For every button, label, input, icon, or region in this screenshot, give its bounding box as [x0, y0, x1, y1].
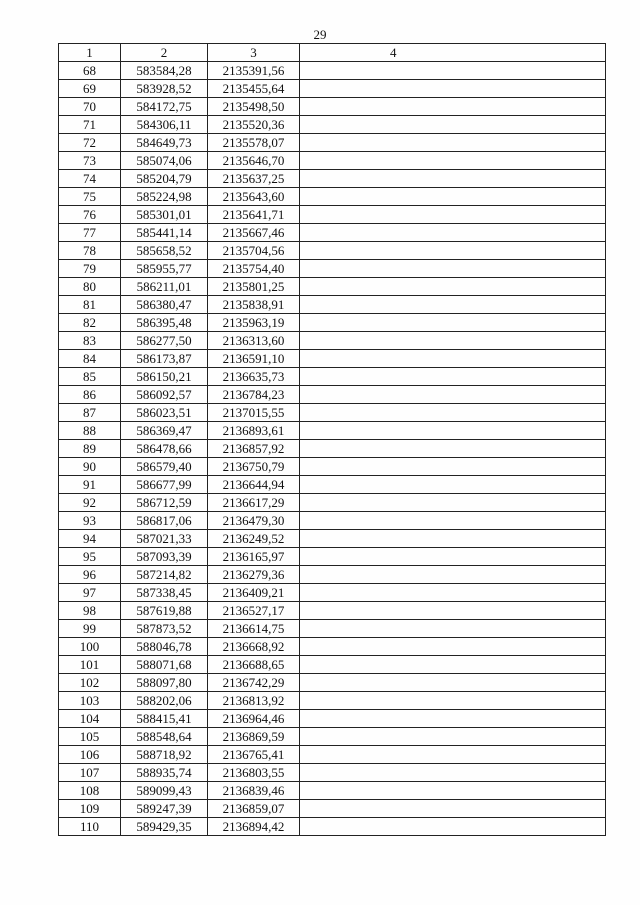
x-coordinate-cell: 585301,01 [121, 206, 208, 224]
y-coordinate-cell: 2136313,60 [208, 332, 300, 350]
point-number-cell: 72 [59, 134, 121, 152]
y-coordinate-cell: 2136688,65 [208, 656, 300, 674]
description-cell [300, 818, 606, 836]
point-number-cell: 91 [59, 476, 121, 494]
x-coordinate-cell: 586579,40 [121, 458, 208, 476]
x-coordinate-cell: 586211,01 [121, 278, 208, 296]
table-row [59, 566, 606, 584]
y-coordinate-cell: 2135838,91 [208, 296, 300, 314]
table-header [59, 44, 606, 62]
table-row [59, 314, 606, 332]
point-number-cell: 80 [59, 278, 121, 296]
description-cell [300, 314, 606, 332]
y-coordinate-cell: 2136765,41 [208, 746, 300, 764]
page-number: 29 [313, 27, 327, 42]
table-row [59, 512, 606, 530]
y-coordinate-cell: 2136859,07 [208, 800, 300, 818]
y-coordinate-cell: 2135520,36 [208, 116, 300, 134]
x-coordinate-cell: 585955,77 [121, 260, 208, 278]
point-number-cell: 84 [59, 350, 121, 368]
table-row [59, 818, 606, 836]
point-number-cell: 74 [59, 170, 121, 188]
point-number-cell: 82 [59, 314, 121, 332]
description-cell [300, 98, 606, 116]
description-cell [300, 134, 606, 152]
x-coordinate-cell: 589099,43 [121, 782, 208, 800]
description-cell [300, 422, 606, 440]
table-row [59, 530, 606, 548]
table-row [59, 656, 606, 674]
x-coordinate-cell: 586677,99 [121, 476, 208, 494]
table-row [59, 206, 606, 224]
table-row [59, 584, 606, 602]
x-coordinate-cell: 588202,06 [121, 692, 208, 710]
description-cell [300, 728, 606, 746]
x-coordinate-cell: 588935,74 [121, 764, 208, 782]
table-row [59, 170, 606, 188]
table-row [59, 746, 606, 764]
x-coordinate-cell: 583928,52 [121, 80, 208, 98]
point-number-cell: 94 [59, 530, 121, 548]
point-number-cell: 101 [59, 656, 121, 674]
table-row [59, 242, 606, 260]
x-coordinate-cell: 587021,33 [121, 530, 208, 548]
description-cell [300, 566, 606, 584]
y-coordinate-cell: 2136249,52 [208, 530, 300, 548]
description-cell [300, 602, 606, 620]
x-coordinate-cell: 586369,47 [121, 422, 208, 440]
point-number-cell: 110 [59, 818, 121, 836]
y-coordinate-cell: 2136527,17 [208, 602, 300, 620]
y-coordinate-cell: 2136165,97 [208, 548, 300, 566]
table-row [59, 620, 606, 638]
x-coordinate-cell: 588548,64 [121, 728, 208, 746]
y-coordinate-cell: 2135578,07 [208, 134, 300, 152]
table-row [59, 224, 606, 242]
y-coordinate-cell: 2136614,75 [208, 620, 300, 638]
table-row [59, 188, 606, 206]
table-row [59, 674, 606, 692]
y-coordinate-cell: 2136839,46 [208, 782, 300, 800]
table-row [59, 404, 606, 422]
description-cell [300, 548, 606, 566]
y-coordinate-cell: 2136635,73 [208, 368, 300, 386]
y-coordinate-cell: 2135391,56 [208, 62, 300, 80]
x-coordinate-cell: 589247,39 [121, 800, 208, 818]
point-number-cell: 79 [59, 260, 121, 278]
point-number-cell: 87 [59, 404, 121, 422]
description-cell [300, 620, 606, 638]
x-coordinate-cell: 588415,41 [121, 710, 208, 728]
x-coordinate-cell: 586150,21 [121, 368, 208, 386]
y-coordinate-cell: 2136750,79 [208, 458, 300, 476]
x-coordinate-cell: 585204,79 [121, 170, 208, 188]
y-coordinate-cell: 2135455,64 [208, 80, 300, 98]
point-number-cell: 105 [59, 728, 121, 746]
x-coordinate-cell: 587338,45 [121, 584, 208, 602]
y-coordinate-cell: 2135637,25 [208, 170, 300, 188]
y-coordinate-cell: 2135646,70 [208, 152, 300, 170]
x-coordinate-cell: 586712,59 [121, 494, 208, 512]
header-col-4: 4 [300, 44, 606, 62]
description-cell [300, 170, 606, 188]
x-coordinate-cell: 589429,35 [121, 818, 208, 836]
description-cell [300, 674, 606, 692]
table-row [59, 764, 606, 782]
table-row [59, 728, 606, 746]
table-row [59, 332, 606, 350]
x-coordinate-cell: 586173,87 [121, 350, 208, 368]
x-coordinate-cell: 588097,80 [121, 674, 208, 692]
y-coordinate-cell: 2136644,94 [208, 476, 300, 494]
point-number-cell: 104 [59, 710, 121, 728]
description-cell [300, 710, 606, 728]
x-coordinate-cell: 585441,14 [121, 224, 208, 242]
point-number-cell: 89 [59, 440, 121, 458]
x-coordinate-cell: 584649,73 [121, 134, 208, 152]
description-cell [300, 350, 606, 368]
y-coordinate-cell: 2135801,25 [208, 278, 300, 296]
coordinates-table [58, 43, 606, 836]
table-row [59, 296, 606, 314]
point-number-cell: 85 [59, 368, 121, 386]
x-coordinate-cell: 586478,66 [121, 440, 208, 458]
x-coordinate-cell: 587214,82 [121, 566, 208, 584]
table-row [59, 710, 606, 728]
y-coordinate-cell: 2136409,21 [208, 584, 300, 602]
y-coordinate-cell: 2136479,30 [208, 512, 300, 530]
description-cell [300, 386, 606, 404]
description-cell [300, 278, 606, 296]
x-coordinate-cell: 588046,78 [121, 638, 208, 656]
point-number-cell: 73 [59, 152, 121, 170]
table-row [59, 422, 606, 440]
x-coordinate-cell: 584172,75 [121, 98, 208, 116]
description-cell [300, 206, 606, 224]
point-number-cell: 107 [59, 764, 121, 782]
table-row [59, 278, 606, 296]
table-row [59, 494, 606, 512]
point-number-cell: 77 [59, 224, 121, 242]
y-coordinate-cell: 2135667,46 [208, 224, 300, 242]
point-number-cell: 97 [59, 584, 121, 602]
point-number-cell: 93 [59, 512, 121, 530]
x-coordinate-cell: 587619,88 [121, 602, 208, 620]
y-coordinate-cell: 2136668,92 [208, 638, 300, 656]
x-coordinate-cell: 586092,57 [121, 386, 208, 404]
y-coordinate-cell: 2136893,61 [208, 422, 300, 440]
point-number-cell: 96 [59, 566, 121, 584]
y-coordinate-cell: 2136617,29 [208, 494, 300, 512]
point-number-cell: 92 [59, 494, 121, 512]
x-coordinate-cell: 586023,51 [121, 404, 208, 422]
description-cell [300, 494, 606, 512]
x-coordinate-cell: 587873,52 [121, 620, 208, 638]
y-coordinate-cell: 2135641,71 [208, 206, 300, 224]
point-number-cell: 98 [59, 602, 121, 620]
header-col-1: 1 [59, 44, 121, 62]
x-coordinate-cell: 584306,11 [121, 116, 208, 134]
description-cell [300, 62, 606, 80]
table-row [59, 116, 606, 134]
point-number-cell: 106 [59, 746, 121, 764]
table-row [59, 476, 606, 494]
x-coordinate-cell: 588718,92 [121, 746, 208, 764]
y-coordinate-cell: 2137015,55 [208, 404, 300, 422]
y-coordinate-cell: 2135704,56 [208, 242, 300, 260]
x-coordinate-cell: 586817,06 [121, 512, 208, 530]
point-number-cell: 90 [59, 458, 121, 476]
point-number-cell: 102 [59, 674, 121, 692]
header-col-3: 3 [208, 44, 300, 62]
x-coordinate-cell: 586395,48 [121, 314, 208, 332]
description-cell [300, 368, 606, 386]
x-coordinate-cell: 585074,06 [121, 152, 208, 170]
table-row [59, 152, 606, 170]
description-cell [300, 224, 606, 242]
header-col-2: 2 [121, 44, 208, 62]
x-coordinate-cell: 586380,47 [121, 296, 208, 314]
table-row [59, 386, 606, 404]
point-number-cell: 100 [59, 638, 121, 656]
point-number-cell: 75 [59, 188, 121, 206]
description-cell [300, 584, 606, 602]
description-cell [300, 638, 606, 656]
description-cell [300, 188, 606, 206]
point-number-cell: 88 [59, 422, 121, 440]
description-cell [300, 746, 606, 764]
point-number-cell: 78 [59, 242, 121, 260]
x-coordinate-cell: 583584,28 [121, 62, 208, 80]
y-coordinate-cell: 2136813,92 [208, 692, 300, 710]
table-row [59, 602, 606, 620]
description-cell [300, 80, 606, 98]
description-cell [300, 782, 606, 800]
y-coordinate-cell: 2136591,10 [208, 350, 300, 368]
header-row [59, 44, 606, 62]
table-row [59, 260, 606, 278]
description-cell [300, 800, 606, 818]
table-row [59, 800, 606, 818]
description-cell [300, 404, 606, 422]
y-coordinate-cell: 2135498,50 [208, 98, 300, 116]
point-number-cell: 108 [59, 782, 121, 800]
point-number-cell: 70 [59, 98, 121, 116]
y-coordinate-cell: 2136894,42 [208, 818, 300, 836]
table-row [59, 548, 606, 566]
point-number-cell: 81 [59, 296, 121, 314]
description-cell [300, 116, 606, 134]
x-coordinate-cell: 585658,52 [121, 242, 208, 260]
description-cell [300, 530, 606, 548]
y-coordinate-cell: 2136742,29 [208, 674, 300, 692]
point-number-cell: 68 [59, 62, 121, 80]
point-number-cell: 83 [59, 332, 121, 350]
table-row [59, 80, 606, 98]
table-row [59, 134, 606, 152]
y-coordinate-cell: 2135643,60 [208, 188, 300, 206]
x-coordinate-cell: 588071,68 [121, 656, 208, 674]
table-row [59, 692, 606, 710]
description-cell [300, 260, 606, 278]
point-number-cell: 76 [59, 206, 121, 224]
description-cell [300, 512, 606, 530]
x-coordinate-cell: 587093,39 [121, 548, 208, 566]
table-row [59, 638, 606, 656]
description-cell [300, 152, 606, 170]
description-cell [300, 332, 606, 350]
description-cell [300, 242, 606, 260]
y-coordinate-cell: 2136784,23 [208, 386, 300, 404]
description-cell [300, 440, 606, 458]
description-cell [300, 692, 606, 710]
point-number-cell: 103 [59, 692, 121, 710]
point-number-cell: 109 [59, 800, 121, 818]
description-cell [300, 476, 606, 494]
table-row [59, 98, 606, 116]
y-coordinate-cell: 2136857,92 [208, 440, 300, 458]
point-number-cell: 99 [59, 620, 121, 638]
x-coordinate-cell: 586277,50 [121, 332, 208, 350]
point-number-cell: 86 [59, 386, 121, 404]
y-coordinate-cell: 2136869,59 [208, 728, 300, 746]
table-body [59, 62, 606, 836]
table-row [59, 440, 606, 458]
table-row [59, 62, 606, 80]
point-number-cell: 95 [59, 548, 121, 566]
description-cell [300, 458, 606, 476]
y-coordinate-cell: 2135754,40 [208, 260, 300, 278]
y-coordinate-cell: 2136803,55 [208, 764, 300, 782]
table-row [59, 350, 606, 368]
y-coordinate-cell: 2136964,46 [208, 710, 300, 728]
y-coordinate-cell: 2135963,19 [208, 314, 300, 332]
point-number-cell: 69 [59, 80, 121, 98]
description-cell [300, 764, 606, 782]
description-cell [300, 656, 606, 674]
x-coordinate-cell: 585224,98 [121, 188, 208, 206]
table-row [59, 368, 606, 386]
table-row [59, 782, 606, 800]
description-cell [300, 296, 606, 314]
y-coordinate-cell: 2136279,36 [208, 566, 300, 584]
table-row [59, 458, 606, 476]
point-number-cell: 71 [59, 116, 121, 134]
